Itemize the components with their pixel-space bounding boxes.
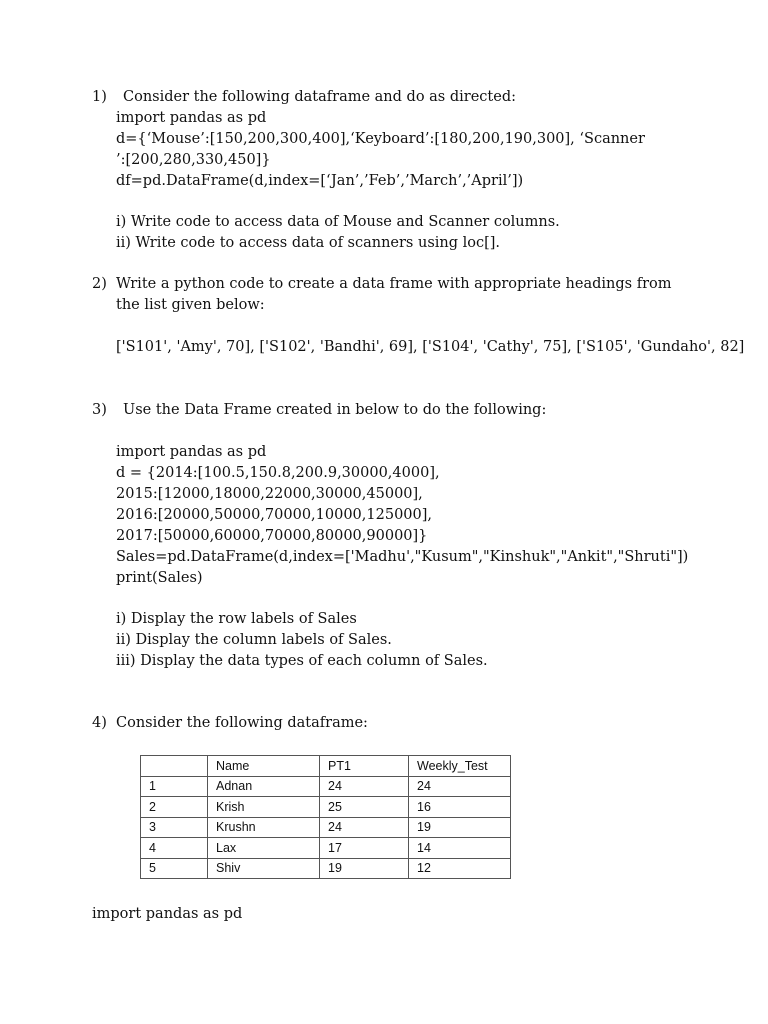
- table-cell: Shiv: [208, 858, 320, 879]
- q2-text: Write a python code to create a data frame with appropriate headings from: [116, 276, 672, 292]
- table-cell: 2: [141, 797, 208, 818]
- table-cell: Krushn: [208, 817, 320, 838]
- table-header-row: [141, 756, 511, 777]
- q1-task: ii) Write code to access data of scanners using loc[].: [116, 235, 501, 251]
- q1-intro: Consider the following dataframe and do as directed:: [123, 89, 516, 105]
- table-cell: 16: [409, 797, 511, 818]
- q3-code-line: 2016:[20000,50000,70000,10000,125000],: [116, 507, 433, 523]
- table-cell: Krish: [208, 797, 320, 818]
- table-cell: 14: [409, 838, 511, 859]
- q1-code-line: import pandas as pd: [116, 110, 267, 126]
- table-cell: 1: [141, 776, 208, 797]
- q2-number: 2): [92, 276, 107, 292]
- table-cell: 24: [320, 817, 409, 838]
- table-header-cell: [141, 756, 208, 777]
- dataframe-table: [140, 755, 511, 879]
- table-cell: 19: [409, 817, 511, 838]
- q3-task: i) Display the row labels of Sales: [116, 611, 357, 627]
- table-row: [141, 858, 511, 879]
- q3-code-line: 2015:[12000,18000,22000,30000,45000],: [116, 486, 423, 502]
- q3-task: iii) Display the data types of each column of Sales.: [116, 653, 488, 669]
- q3-code-line: import pandas as pd: [116, 444, 267, 460]
- q3-task: ii) Display the column labels of Sales.: [116, 632, 392, 648]
- q3-code-line: 2017:[50000,60000,70000,80000,90000]}: [116, 528, 428, 544]
- q3-code-line: print(Sales): [116, 570, 203, 586]
- table-row: [141, 797, 511, 818]
- q1-number: 1): [92, 89, 107, 105]
- table-row: [141, 776, 511, 797]
- q1-code-line: d={‘Mouse’:[150,200,300,400],‘Keyboard’:[180,200,190,300], ‘Scanner: [116, 131, 645, 147]
- table-row: [141, 817, 511, 838]
- table-cell: 4: [141, 838, 208, 859]
- table-cell: Adnan: [208, 776, 320, 797]
- q2-list: ['S101', 'Amy', 70], ['S102', 'Bandhi', 69], ['S104', 'Cathy', 75], ['S105', 'Gundaho', 82]: [116, 339, 745, 355]
- q4-intro: Consider the following dataframe:: [116, 715, 368, 731]
- table-row: [141, 838, 511, 859]
- table-header-cell: Weekly_Test: [409, 756, 511, 777]
- q3-code-line: Sales=pd.DataFrame(d,index=['Madhu',"Kusum","Kinshuk","Ankit","Shruti"]): [116, 549, 689, 565]
- table-cell: Lax: [208, 838, 320, 859]
- table-cell: 24: [409, 776, 511, 797]
- q4-footer-code: import pandas as pd: [92, 906, 243, 922]
- table-cell: 5: [141, 858, 208, 879]
- table-cell: 12: [409, 858, 511, 879]
- table-header-cell: Name: [208, 756, 320, 777]
- table-cell: 19: [320, 858, 409, 879]
- q3-intro: Use the Data Frame created in below to do the following:: [123, 402, 547, 418]
- table-cell: 24: [320, 776, 409, 797]
- q2-text: the list given below:: [116, 297, 265, 313]
- q1-code-line: ’:[200,280,330,450]}: [116, 152, 271, 168]
- q1-code-line: df=pd.DataFrame(d,index=[‘Jan’,’Feb’,’March’,’April’]): [116, 173, 524, 189]
- q3-code-line: d = {2014:[100.5,150.8,200.9,30000,4000],: [116, 465, 440, 481]
- q4-number: 4): [92, 715, 107, 731]
- table-cell: 17: [320, 838, 409, 859]
- table-cell: 3: [141, 817, 208, 838]
- q1-task: i) Write code to access data of Mouse and Scanner columns.: [116, 214, 560, 230]
- q3-number: 3): [92, 402, 107, 418]
- table-cell: 25: [320, 797, 409, 818]
- table-header-cell: PT1: [320, 756, 409, 777]
